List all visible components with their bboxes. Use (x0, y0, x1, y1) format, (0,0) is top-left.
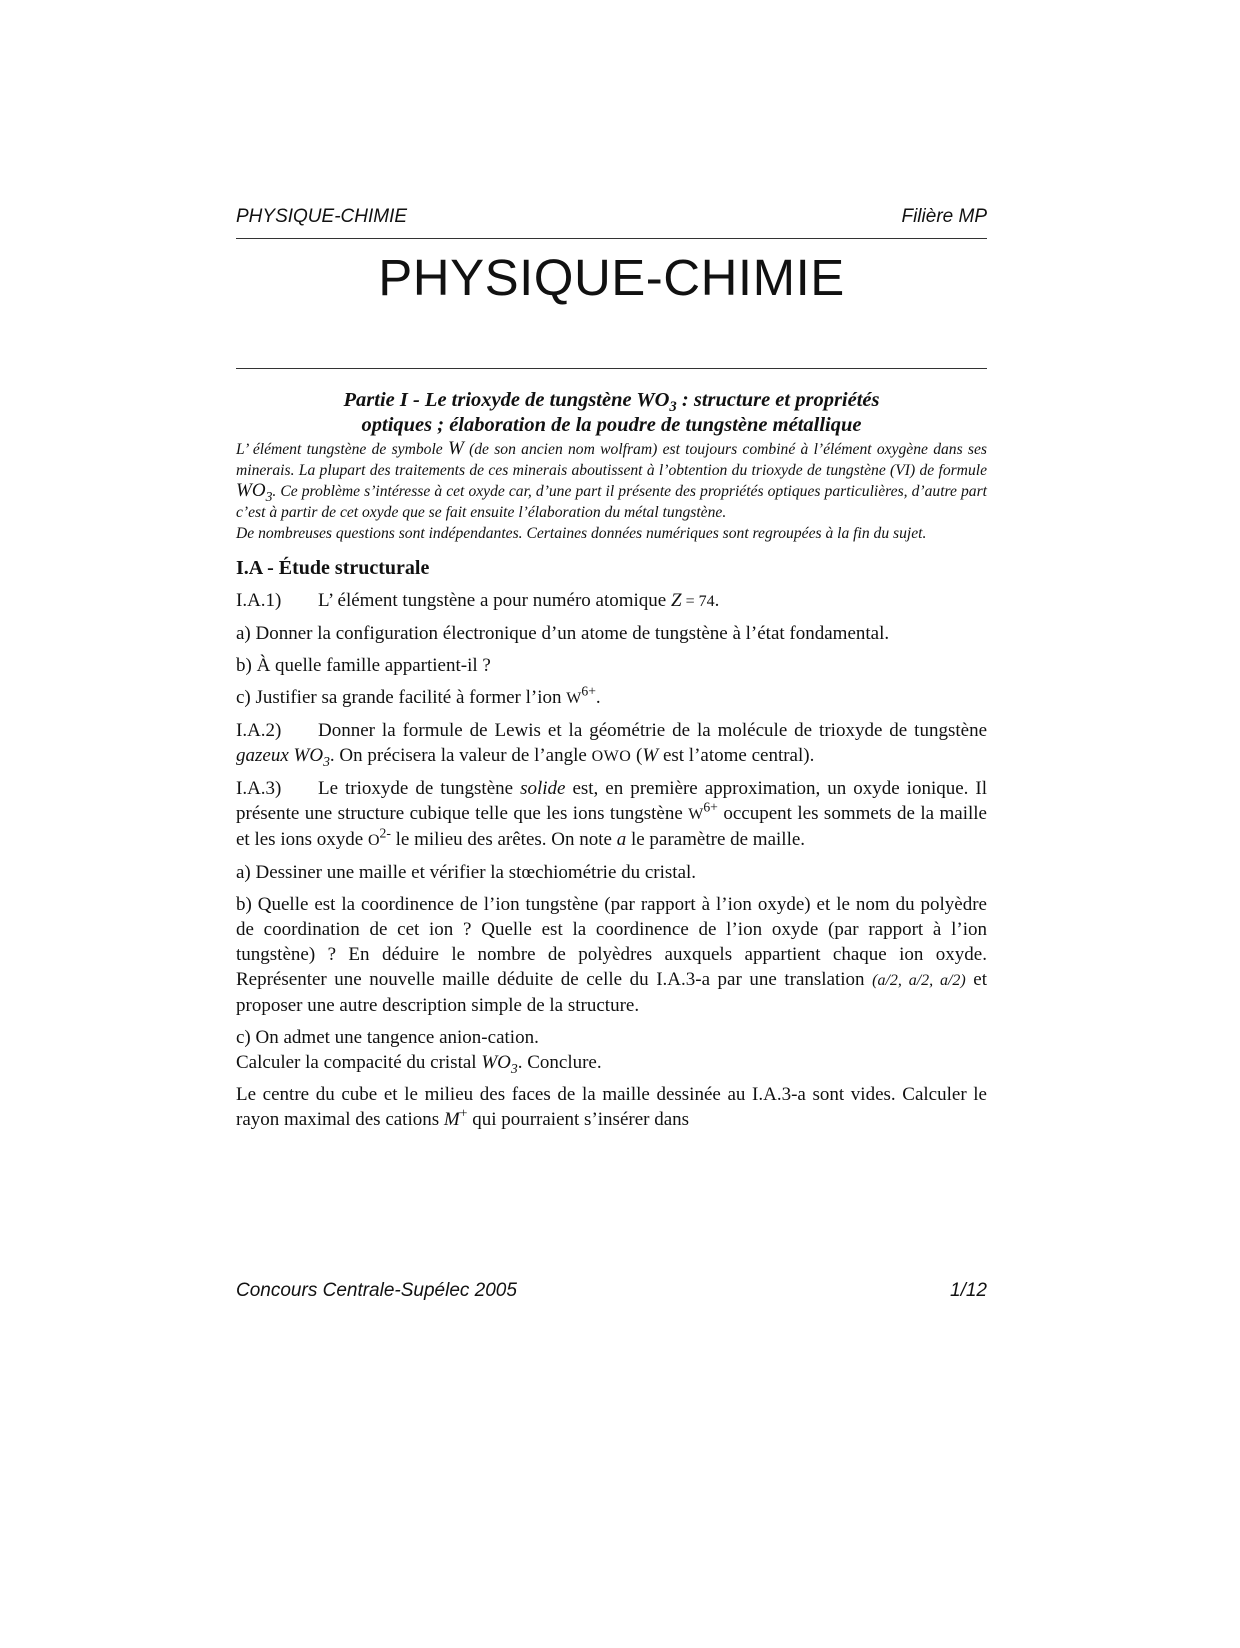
part-title-pre: Partie I - Le trioxyde de tungstène (343, 389, 637, 411)
question-ia1-c: c) Justifier sa grande facilité à former l’ion $W^{6+}$. (236, 682, 601, 708)
page-title: PHYSIQUE-CHIMIE (378, 249, 845, 306)
page-header (236, 206, 987, 230)
question-ia3-a: a) Dessiner une maille et vérifier la stœchiométrie du cristal. (236, 861, 697, 883)
question-ia2: I.A.2) Donner la formule de Lewis et la géométrie de la molécule de trioxyde de tungstène gazeux $WO_3$. On précisera la valeur de l’angle OWO (W est l’atome central). (236, 719, 987, 769)
q2-formula: $WO_3$ (293, 744, 330, 769)
header-rule (236, 238, 987, 239)
header-track: Filière MP (901, 206, 987, 227)
question-ia3-c: c) On admet une tangence anion-cation. (236, 1026, 539, 1048)
section-heading: I.A - Étude structurale (236, 556, 430, 579)
exam-page (236, 0, 987, 1648)
footer-contest: Concours Centrale-Supélec 2005 (236, 1280, 517, 1301)
question-number: I.A.1) (236, 589, 282, 611)
part-title (236, 388, 987, 438)
q3-formula: $WO_3$ (481, 1051, 518, 1076)
part-formula: $WO_3$ (636, 389, 677, 416)
question-ia3-b: b) Quelle est la coordinence de l’ion tungstène (par rapport à l’ion oxyde) et le nom du polyèdre de coordination de cet ion ? Quelle est la coordinence de l’ion oxyde (par rapport à l’ion tungstène) ? En déduire le nombre de polyèdres auxquels appartient chaque ion oxyde. Représenter une nouvelle maille déduite de celle du I.A.3-a par une translation (a/2, a/2, a/2) et proposer une autre description simple de la structure. (236, 893, 987, 1016)
question-ia1-a: a) Donner la configuration électronique d’un atome de tungstène à l’état fondamental. (236, 622, 890, 644)
question-ia1: I.A.1) L’ élément tungstène a pour numéro atomique Z = 74. (236, 589, 720, 611)
intro-paragraph: L’ élément tungstène de symbole W (de son ancien nom wolfram) est toujours combiné à l’élément oxygène dans ses minerais. La plupart des traitements de ces minerais aboutissent à l’obtention du trioxyde de tungstène (VI) de formule $WO_3$. Ce problème s’intéresse à cet oxyde car, d’une part il présente des propriétés optiques particulières, d’autre part c’est à partir de cet oxyde que se fait ensuite l’élaboration du métal tungstène. (236, 438, 987, 521)
question-ia3: I.A.3) Le trioxyde de tungstène solide est, en première approximation, un oxyde ionique. Il présente une structure cubique telle que les ions tungstène $W^{6+}$ occupent les sommets de la maille et les ions oxyde $O^{2-}$ le milieu des arêtes. On note a le paramètre de maille. (236, 777, 987, 850)
footer-page-number: 1/12 (950, 1280, 987, 1301)
page-footer (236, 1280, 987, 1304)
content (236, 388, 987, 1132)
question-number: I.A.3) (236, 777, 282, 799)
question-ia3-c2: Calculer la compacité du cristal $WO_3$. Conclure. (236, 1051, 602, 1076)
title-rule (236, 368, 987, 369)
part-title-line2: optiques ; élaboration de la poudre de tungstène métallique (361, 414, 862, 436)
intro-note: De nombreuses questions sont indépendantes. Certaines données numériques sont regroupées à la fin du sujet. (236, 525, 927, 542)
tungsten-symbol: W (447, 438, 464, 459)
question-ia1-b: b) À quelle famille appartient-il ? (236, 654, 491, 676)
part-title-post: : structure et propriétés (676, 389, 880, 411)
header-subject: PHYSIQUE-CHIMIE (236, 206, 408, 227)
question-ia3-last: Le centre du cube et le milieu des faces de la maille dessinée au I.A.3-a sont vides. Calculer le rayon maximal des cations M+ qui pourraient s’insérer dans (236, 1083, 987, 1130)
intro-formula: $WO_3$ (236, 480, 273, 504)
question-number: I.A.2) (236, 719, 282, 741)
